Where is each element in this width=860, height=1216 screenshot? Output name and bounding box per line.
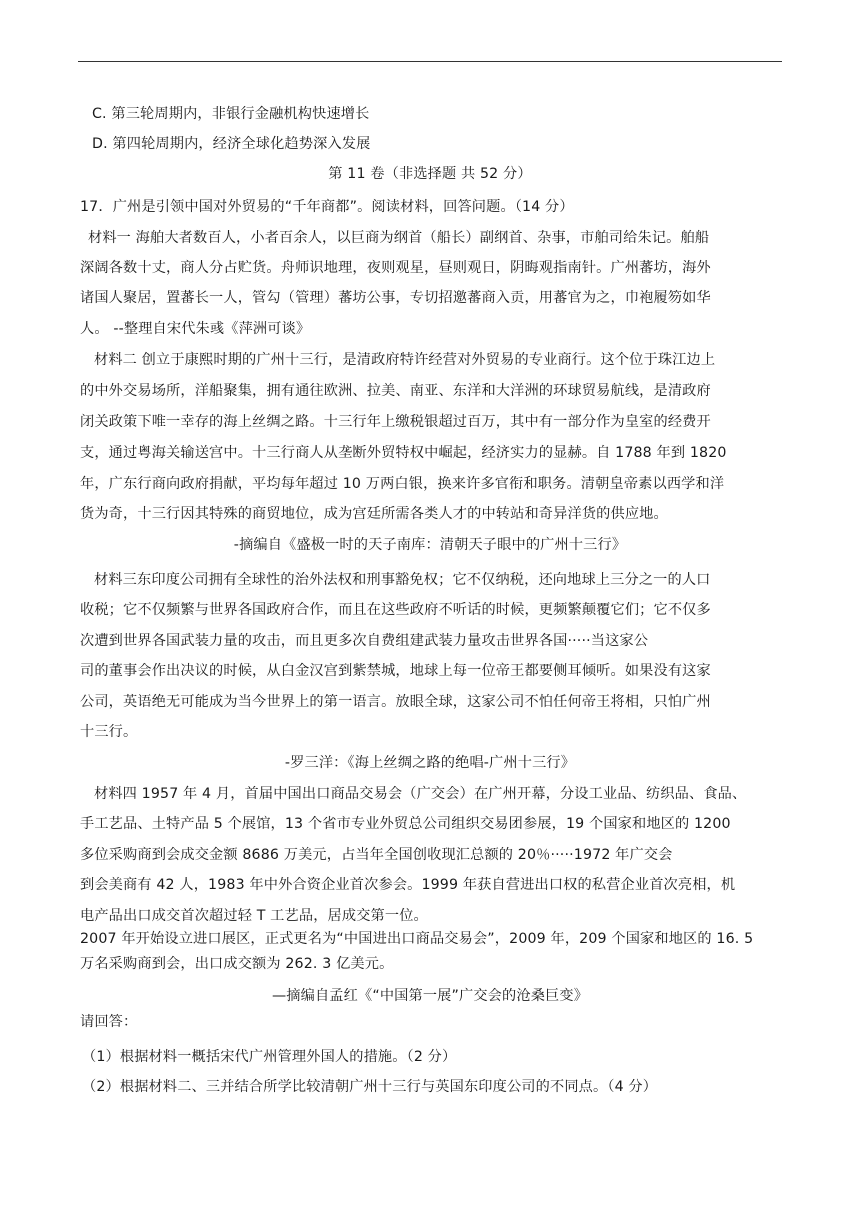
material-1-line: 深阔各数十丈，商人分占贮货。舟师识地理，夜则观星，昼则观日，阴晦观指南针。广州蕃坊，海外 — [80, 260, 711, 276]
sub-question-2: （2）根据材料二、三并结合所学比较清朝广州十三行与英国东印度公司的不同点。（4 分） — [82, 1079, 658, 1095]
material-2-line: 的中外交易场所，洋船聚集，拥有通往欧洲、拉美、南亚、东洋和大洋洲的环球贸易航线，是清政府 — [80, 383, 711, 399]
material-2-line: 闭关政策下唯一幸存的海上丝绸之路。十三行年上缴税银超过百万，其中有一部分作为皇室的经费开 — [80, 414, 711, 430]
material-2-line: 货为奇，十三行因其特殊的商贸地位，成为宫廷所需各类人才的中转站和奇异洋货的供应地。 — [80, 506, 668, 522]
material-3-line: 十三行。 — [80, 724, 138, 740]
option-d: D. 第四轮周期内，经济全球化趋势深入发展 — [92, 136, 371, 152]
material-3-line: 收税；它不仅频繁与世界各国政府合作，而且在这些政府不听话的时候，更频繁颠覆它们；它不仅多 — [80, 602, 711, 618]
material-4-line: 多位采购商到会成交金额 8686 万美元，占当年全国创收现汇总额的 20％·····1972 年广交会 — [80, 847, 673, 863]
material-4-line: 到会美商有 42 人，1983 年中外合资企业首次参会。1999 年获自营进出口权的私营企业首次亮相，机 — [80, 877, 736, 893]
material-4-source: —摘编自孟红《“中国第一展”广交会的沧桑巨变》 — [271, 988, 589, 1004]
material-3-line: 次遭到世界各国武装力量的攻击，而且更多次自费组建武装力量攻击世界各国·····当这家公 — [80, 633, 649, 649]
material-3-line: 司的董事会作出决议的时候，从白金汉宫到紫禁城，地球上每一位帝王都要侧耳倾听。如果没有这家 — [80, 663, 711, 679]
material-4-line: 2007 年开始设立进口展区，正式更名为“中国进出口商品交易会”，2009 年，209 个国家和地区的 16. 5 — [80, 931, 754, 947]
material-4-line: 电产品出口成交首次超过轻 T 工艺品，居成交第一位。 — [80, 908, 428, 924]
header-rule — [78, 61, 782, 62]
option-c: C. 第三轮周期内，非银行金融机构快速增长 — [92, 106, 370, 122]
sub-question-1: （1）根据材料一概括宋代广州管理外国人的措施。（2 分） — [82, 1049, 457, 1065]
material-3-line: 公司，英语绝无可能成为当今世界上的第一语言。放眼全球，这家公司不怕任何帝王将相，只怕广州 — [80, 694, 711, 710]
material-4-line: 材料四 1957 年 4 月，首届中国出口商品交易会（广交会）在广州开幕，分设工业品、纺织品、食品、 — [94, 786, 747, 802]
material-2-source: -摘编自《盛极一时的天子南库：清朝天子眼中的广州十三行》 — [233, 537, 627, 553]
material-2-line: 年，广东行商向政府捐献，平均每年超过 10 万两白银，换来许多官衔和职务。清朝皇帝素以西学和洋 — [80, 476, 725, 492]
material-1-line: 材料一 海舶大者数百人，小者百余人，以巨商为纲首（船长）副纲首、杂事，市舶司给朱记。舶船 — [88, 230, 710, 246]
material-3-source: -罗三洋：《海上丝绸之路的绝唱-广州十三行》 — [284, 755, 576, 771]
material-4-line: 万名采购商到会，出口成交额为 262. 3 亿美元。 — [80, 956, 394, 972]
material-1-line: 人。 --整理自宋代朱彧《萍洲可谈》 — [80, 321, 311, 337]
material-2-line: 材料二 创立于康熙时期的广州十三行，是清政府特许经营对外贸易的专业商行。这个位于珠江边上 — [94, 352, 716, 368]
question-17: 17．广州是引领中国对外贸易的“千年商都”。阅读材料，回答问题。（14 分） — [80, 199, 574, 215]
section-title: 第 11 卷（非选择题 共 52 分） — [328, 166, 532, 182]
material-4-line: 手工艺品、土特产品 5 个展馆，13 个省市专业外贸总公司组织交易团参展，19 个国家和地区的 1200 — [80, 816, 731, 832]
answer-prompt: 请回答： — [80, 1014, 138, 1030]
material-2-line: 支，通过粤海关输送宫中。十三行商人从垄断外贸特权中崛起，经济实力的显赫。自 1788 年到 1820 — [80, 445, 727, 461]
material-3-line: 材料三东印度公司拥有全球性的治外法权和刑事豁免权；它不仅纳税，还向地球上三分之一的人口 — [94, 572, 711, 588]
material-1-line: 诸国人聚居，置蕃长一人，管勾（管理）蕃坊公事，专切招邀蕃商入贡，用蕃官为之，巾袍履笏如华 — [80, 290, 711, 306]
